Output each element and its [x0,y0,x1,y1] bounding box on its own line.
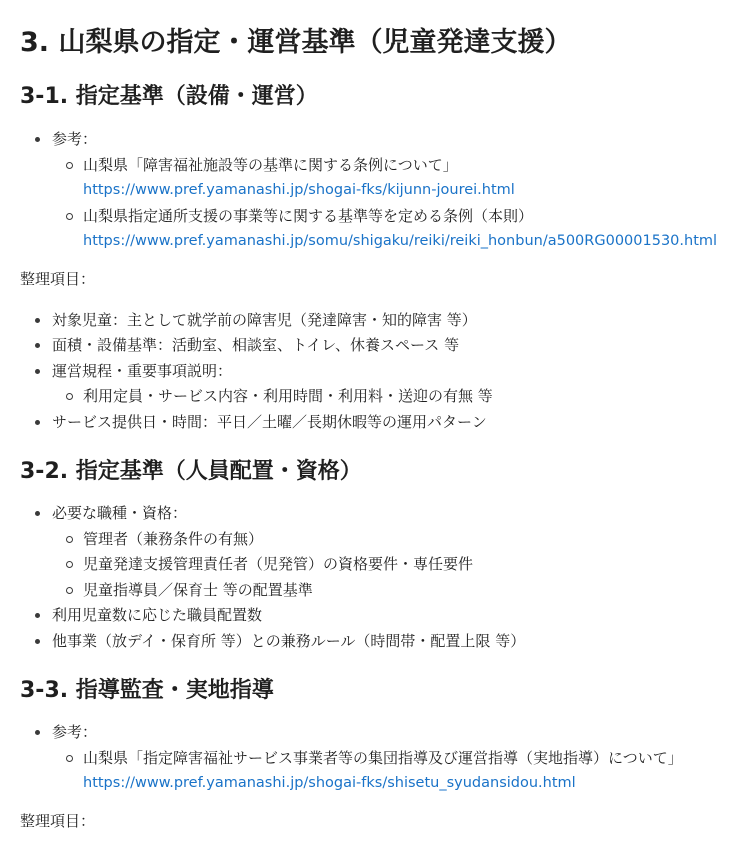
list-item: 利用児童数に応じた職員配置数 [20,603,735,629]
reference-label: 参考： [52,723,98,741]
reference-list [20,720,735,797]
section-heading-3-2: 3-2. 指定基準（人員配置・資格） [20,459,362,484]
organize-list [20,308,735,436]
list-item [20,501,735,603]
reference-list [20,127,735,255]
reference-sublist [52,746,735,797]
list-item-text: 必要な職種・資格： [52,504,188,522]
reference-text: 山梨県「障害福祉施設等の基準に関する条例について」 [83,155,458,174]
reference-item [52,746,735,797]
reference-text: 山梨県指定通所支援の事業等に関する基準等を定める条例（本則） [83,206,534,225]
list-item [20,720,735,797]
section-heading-3-1: 3-1. 指定基準（設備・運営） [20,84,318,109]
reference-item [52,153,735,204]
organize-label: 整理項目： [20,269,96,288]
reference-link[interactable]: https://www.pref.yamanashi.jp/shogai-fks/shisetu_syudansidou.html [83,775,576,791]
list-item [20,359,735,410]
list-item: 面積・設備基準：活動室、相談室、トイレ、休養スペース 等 [20,333,735,359]
sub-list-item: 利用定員・サービス内容・利用時間・利用料・送迎の有無 等 [52,384,735,410]
staffing-list [20,501,735,654]
organize-label: 整理項目： [20,811,96,830]
section-heading-3-3: 3-3. 指導監査・実地指導 [20,678,274,703]
page-title: 3. 山梨県の指定・運営基準（児童発達支援） [20,27,572,58]
sub-list-item: 児童指導員／保育士 等の配置基準 [52,578,735,604]
reference-link[interactable]: https://www.pref.yamanashi.jp/somu/shigaku/reiki/reiki_honbun/a500RG00001530.html [83,233,718,249]
sub-list-item: 児童発達支援管理責任者（児発管）の資格要件・専任要件 [52,552,735,578]
list-item: 他事業（放デイ・保育所 等）との兼務ルール（時間帯・配置上限 等） [20,629,735,655]
list-item [20,127,735,255]
reference-link[interactable]: https://www.pref.yamanashi.jp/shogai-fks/kijunn-jourei.html [83,182,515,198]
list-item-text: 運営規程・重要事項説明： [52,361,233,380]
list-item: 対象児童：主として就学前の障害児（発達障害・知的障害 等） [20,308,735,334]
sublist [52,384,735,410]
list-item: サービス提供日・時間：平日／土曜／長期休暇等の運用パターン [20,410,735,436]
sub-list-item: 管理者（兼務条件の有無） [52,527,735,553]
reference-item [52,204,735,255]
reference-sublist [52,153,735,255]
reference-label: 参考： [52,130,98,148]
reference-text: 山梨県「指定障害福祉サービス事業者等の集団指導及び運営指導（実地指導）について」 [83,748,683,767]
sublist [52,527,735,604]
